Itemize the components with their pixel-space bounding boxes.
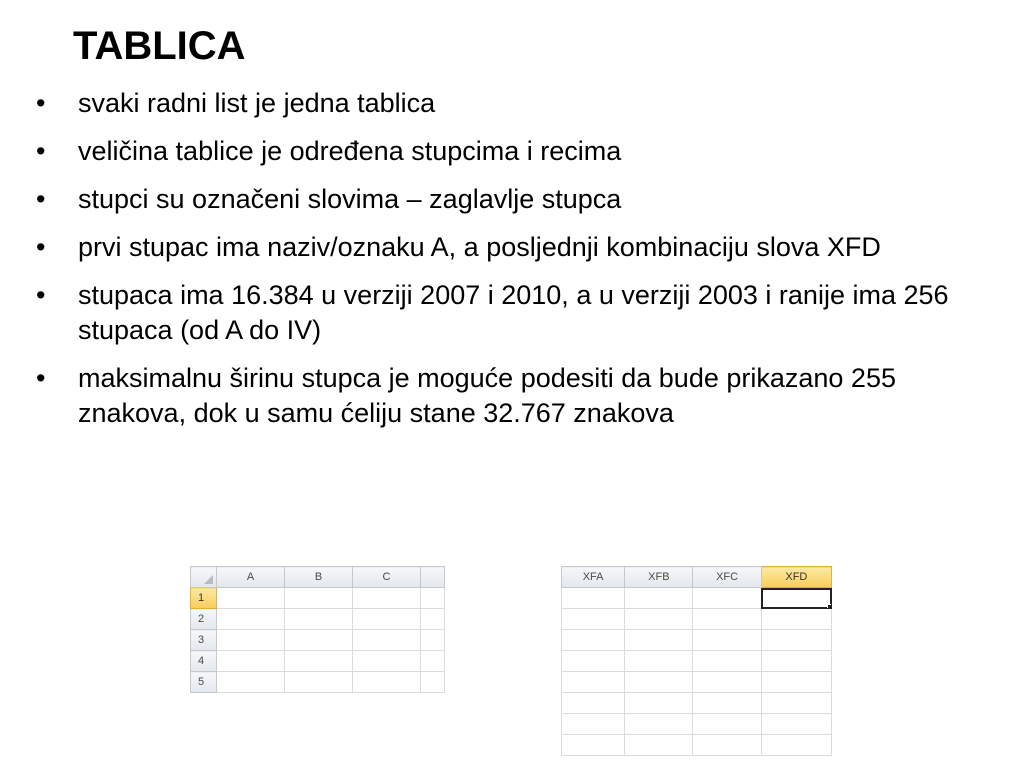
cell[interactable] bbox=[353, 588, 421, 609]
cell[interactable] bbox=[761, 672, 831, 693]
sheet-row bbox=[562, 735, 832, 756]
cell[interactable] bbox=[562, 651, 625, 672]
bullet-text: stupaca ima 16.384 u verziji 2007 i 2010, a u verziji 2003 i ranije ima 256 stupaca (od A do IV) bbox=[78, 280, 949, 345]
cell[interactable] bbox=[562, 588, 625, 609]
cell[interactable] bbox=[625, 693, 693, 714]
slide-title: TABLICA bbox=[73, 24, 246, 68]
sheet-row bbox=[562, 588, 832, 609]
sheet-row bbox=[191, 672, 445, 693]
column-header[interactable]: XFA bbox=[562, 567, 625, 588]
cell[interactable] bbox=[217, 630, 285, 651]
row-header[interactable]: 4 bbox=[191, 651, 217, 672]
bullet-dot: • bbox=[36, 280, 46, 310]
bullet-dot: • bbox=[36, 136, 46, 166]
bullet-text: veličina tablice je određena stupcima i recima bbox=[78, 136, 622, 166]
cell[interactable] bbox=[562, 630, 625, 651]
sheet-row bbox=[191, 609, 445, 630]
bullet-list bbox=[36, 86, 976, 444]
cell[interactable] bbox=[625, 672, 693, 693]
cell[interactable] bbox=[562, 672, 625, 693]
cell[interactable] bbox=[285, 588, 353, 609]
sheet-row bbox=[191, 651, 445, 672]
spreadsheet-end-snippet bbox=[561, 566, 832, 756]
cell[interactable] bbox=[421, 609, 445, 630]
select-all-triangle-icon bbox=[204, 575, 213, 584]
sheet-row bbox=[562, 609, 832, 630]
column-header[interactable]: XFB bbox=[625, 567, 693, 588]
bullet-text: prvi stupac ima naziv/oznaku A, a posljednji kombinaciju slova XFD bbox=[78, 232, 881, 262]
bullet-item bbox=[36, 278, 976, 348]
bullet-item bbox=[36, 182, 976, 217]
cell[interactable] bbox=[761, 714, 831, 735]
bullet-dot: • bbox=[36, 363, 46, 393]
column-header[interactable]: B bbox=[285, 567, 353, 588]
sheet-row bbox=[562, 651, 832, 672]
cell[interactable] bbox=[285, 672, 353, 693]
column-header-active[interactable]: XFD bbox=[761, 567, 831, 588]
cell[interactable] bbox=[562, 735, 625, 756]
cell[interactable] bbox=[285, 630, 353, 651]
cell[interactable] bbox=[285, 651, 353, 672]
cell[interactable] bbox=[693, 609, 761, 630]
cell[interactable] bbox=[353, 672, 421, 693]
row-header[interactable]: 2 bbox=[191, 609, 217, 630]
fill-handle[interactable] bbox=[827, 604, 832, 609]
bullet-item bbox=[36, 361, 976, 431]
cell[interactable] bbox=[761, 693, 831, 714]
cell[interactable] bbox=[761, 630, 831, 651]
row-header[interactable]: 1 bbox=[191, 588, 217, 609]
cell[interactable] bbox=[353, 630, 421, 651]
bullet-dot: • bbox=[36, 232, 46, 262]
cell[interactable] bbox=[761, 651, 831, 672]
bullet-dot: • bbox=[36, 88, 46, 118]
cell[interactable] bbox=[217, 609, 285, 630]
bullet-item bbox=[36, 86, 976, 121]
bullet-dot: • bbox=[36, 184, 46, 214]
cell[interactable] bbox=[625, 609, 693, 630]
cell[interactable] bbox=[217, 588, 285, 609]
bullet-text: stupci su označeni slovima – zaglavlje stupca bbox=[78, 184, 622, 214]
cell[interactable] bbox=[285, 609, 353, 630]
cell[interactable] bbox=[217, 651, 285, 672]
column-header[interactable] bbox=[421, 567, 445, 588]
column-header[interactable]: C bbox=[353, 567, 421, 588]
bullet-text: maksimalnu širinu stupca je moguće podesiti da bude prikazano 255 znakova, dok u samu ćeliju stane 32.767 znakova bbox=[78, 363, 896, 428]
cell[interactable] bbox=[353, 651, 421, 672]
cell[interactable] bbox=[217, 672, 285, 693]
cell[interactable] bbox=[353, 609, 421, 630]
cell[interactable] bbox=[421, 588, 445, 609]
cell[interactable] bbox=[693, 672, 761, 693]
cell[interactable] bbox=[562, 714, 625, 735]
sheet-row bbox=[562, 672, 832, 693]
cell[interactable] bbox=[693, 651, 761, 672]
spreadsheet-start-snippet bbox=[190, 566, 445, 693]
cell[interactable] bbox=[625, 735, 693, 756]
sheet-row bbox=[562, 714, 832, 735]
cell[interactable] bbox=[421, 672, 445, 693]
select-all-corner[interactable] bbox=[191, 567, 217, 588]
sheet-row bbox=[562, 693, 832, 714]
cell[interactable] bbox=[421, 630, 445, 651]
cell[interactable] bbox=[625, 714, 693, 735]
cell[interactable] bbox=[625, 588, 693, 609]
sheet-row bbox=[191, 588, 445, 609]
column-header[interactable]: A bbox=[217, 567, 285, 588]
cell[interactable] bbox=[562, 693, 625, 714]
sheet-row bbox=[562, 630, 832, 651]
column-header[interactable]: XFC bbox=[693, 567, 761, 588]
cell[interactable] bbox=[421, 651, 445, 672]
cell[interactable] bbox=[761, 735, 831, 756]
selected-cell[interactable] bbox=[761, 588, 831, 609]
cell[interactable] bbox=[625, 630, 693, 651]
row-header[interactable]: 3 bbox=[191, 630, 217, 651]
cell[interactable] bbox=[693, 735, 761, 756]
row-header[interactable]: 5 bbox=[191, 672, 217, 693]
cell[interactable] bbox=[693, 693, 761, 714]
cell[interactable] bbox=[693, 588, 761, 609]
bullet-item bbox=[36, 230, 976, 265]
cell[interactable] bbox=[625, 651, 693, 672]
cell[interactable] bbox=[693, 630, 761, 651]
cell[interactable] bbox=[761, 609, 831, 630]
cell[interactable] bbox=[693, 714, 761, 735]
cell[interactable] bbox=[562, 609, 625, 630]
bullet-text: svaki radni list je jedna tablica bbox=[78, 88, 436, 118]
sheet-row bbox=[191, 630, 445, 651]
bullet-item bbox=[36, 134, 976, 169]
